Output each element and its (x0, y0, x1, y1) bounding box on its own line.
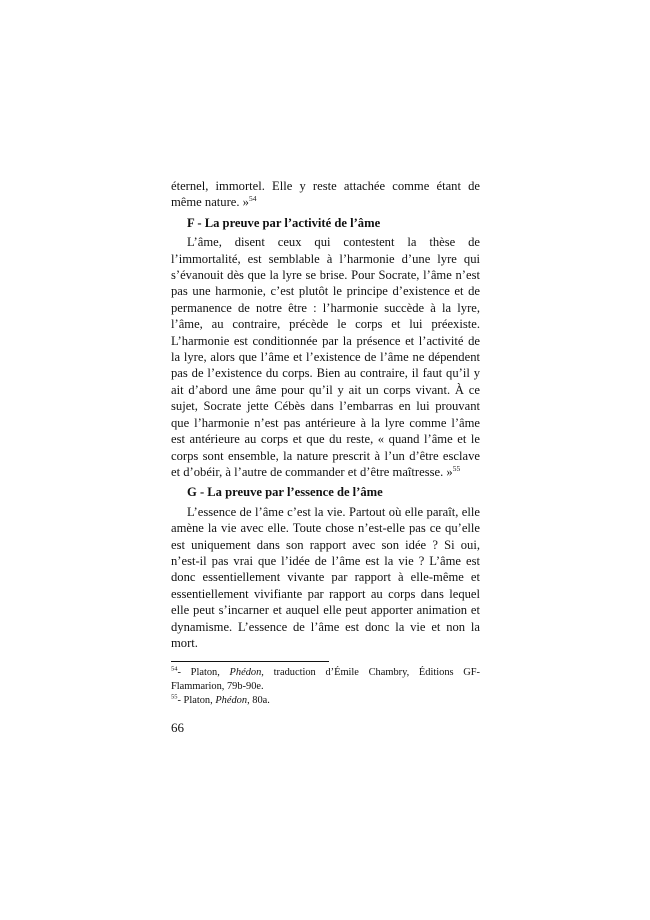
intro-text: éternel, immortel. Elle y reste attachée comme étant de même nature. » (171, 179, 480, 210)
footnote-suffix: , 80a. (247, 694, 270, 706)
footnote-ref-55: 55 (452, 463, 461, 473)
footnote-suffix: , traduction d’Émile Chambry, Éditions GF-Flammarion, 79b-90e. (171, 667, 481, 692)
footnote-number: 55 (171, 693, 178, 701)
footnote-54 (171, 666, 480, 693)
page-number: 66 (171, 720, 184, 736)
footnote-prefix: - Platon, (177, 694, 216, 706)
footnote-number: 54 (171, 665, 178, 673)
section-g-heading: G - La preuve par l’essence de l’âme (187, 485, 383, 500)
book-page (171, 178, 480, 736)
section-f-paragraph (171, 234, 480, 480)
footnote-55 (171, 694, 480, 708)
footnote-work-title: Phédon (229, 667, 262, 679)
section-f-heading: F - La preuve par l’activité de l’âme (187, 215, 381, 230)
section-g-paragraph: L’essence de l’âme c’est la vie. Partout où elle paraît, elle amène la vie avec elle. Toute chose n’est-elle pas ce qu’elle est uniquement dans son rapport avec son idée ? Si oui, n’est-il pas vrai que l’idée de l’âme est la vie ? L’âme est donc essentiellement vivante par rapport à elle-même et essentiellement vivifiante par rapport au corps dans lequel elle peut s’incarner et auquel elle peut apporter animation et dynamisme. L’essence de l’âme est donc la vie et non la mort. (171, 504, 480, 650)
footnote-work-title: Phédon (215, 694, 248, 706)
intro-paragraph (171, 178, 480, 211)
section-f-text: L’âme, disent ceux qui contestent la thèse de l’immortalité, est semblable à l’harmonie d’une lyre qui s’évanouit dès que la lyre se brise. Pour Socrate, l’âme n’est pas une harmonie, c’est plutôt le principe d’existence et de permanence de notre être : l’harmonie succède à la lyre, l’âme, au contraire, précède le corps et lui préexiste. L’harmonie est conditionnée par la présence et l’activité de la lyre, alors que l’âme et l’existence de l’âme ne dépendent pas de l’existence du corps. Bien au contraire, il faut qu’il y ait d’abord une âme pour qu’il y ait un corps vivant. À ce sujet, Socrate jette Cébès dans l’embarras en lui prouvant que l’harmonie n’est pas antérieure à la lyre comme l’âme est antérieure au corps et que du reste, « quand l’âme et le corps sont ensemble, la nature prescrit à l’un d’être esclave et d’obéir, à l’autre de commander et d’être maîtresse. » (171, 235, 480, 479)
footnote-divider (171, 661, 329, 662)
footnote-ref-54: 54 (248, 194, 257, 204)
footnote-prefix: - Platon, (177, 667, 230, 679)
